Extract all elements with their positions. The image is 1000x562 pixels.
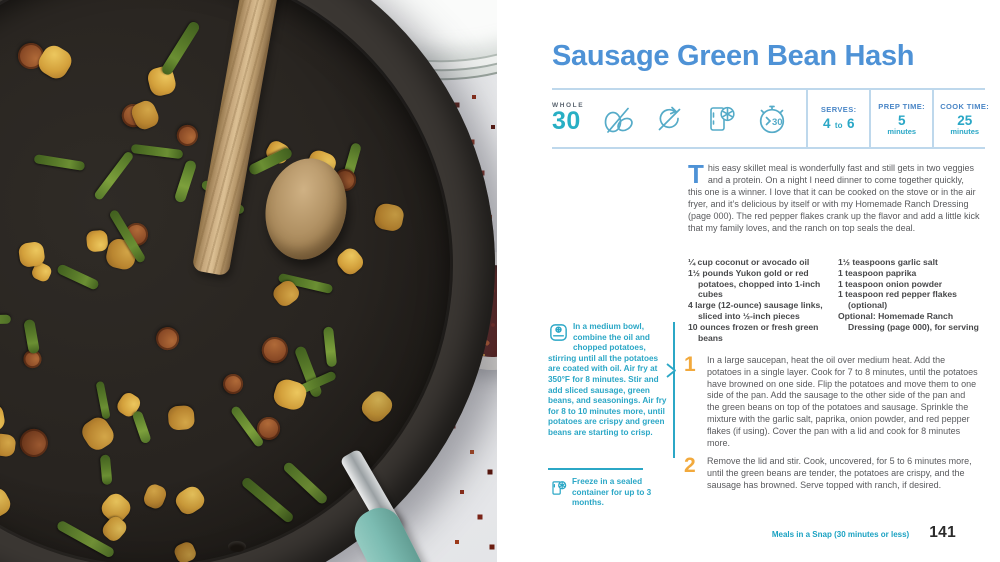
sausage-slice bbox=[257, 332, 292, 367]
chapter-label: Meals in a Snap (30 minutes or less) bbox=[771, 530, 910, 539]
ingredient-column-2 bbox=[838, 257, 984, 343]
green-bean bbox=[240, 476, 295, 524]
drop-cap: T bbox=[688, 159, 704, 189]
no-reheat-icon bbox=[651, 100, 687, 138]
green-bean bbox=[323, 326, 337, 367]
tip-pointer-line bbox=[673, 322, 675, 458]
potato-cube bbox=[172, 540, 198, 562]
potato-cube bbox=[271, 376, 309, 412]
ingredient: 4 large (12-ounce) sausage links, sliced into ½-inch pieces bbox=[688, 300, 823, 321]
potato-cube bbox=[172, 483, 208, 518]
step-text: In a large saucepan, heat the oil over medium heat. Add the potatoes in a single layer. Cook for 7 to 8 minutes, until the potatoes have browned on one side. Flip the potatoes and move them to one side of the pan. Add the sausage to the other side of the pan and the green beans on top of the potatoes and sausage. Sprinkle the mixture with the garlic salt, paprika, onion powder, and red pepper flakes (if using). Cover the pan with a lid and cook for 8 minutes more. bbox=[707, 355, 978, 448]
green-bean bbox=[131, 410, 152, 445]
step-2 bbox=[684, 456, 980, 491]
air-fryer-icon bbox=[548, 322, 569, 347]
page-footer bbox=[772, 524, 956, 542]
green-bean bbox=[0, 315, 10, 325]
ingredient: ¼ cup coconut or avocado oil bbox=[688, 257, 810, 267]
green-bean bbox=[23, 318, 39, 353]
ingredient: Optional: Homemade Ranch Dressing (page 000), for serving bbox=[838, 310, 979, 332]
green-bean bbox=[130, 144, 183, 159]
step-number: 2 bbox=[684, 454, 696, 477]
freezer-friendly-icon bbox=[702, 100, 738, 138]
potato-cube bbox=[372, 202, 405, 233]
green-bean bbox=[174, 160, 198, 204]
ingredient-list bbox=[688, 257, 984, 343]
ingredient-column-1 bbox=[688, 257, 830, 343]
potato-cube bbox=[100, 514, 130, 544]
ingredient: 1 teaspoon paprika bbox=[838, 267, 917, 278]
green-bean bbox=[92, 150, 134, 201]
green-bean bbox=[55, 263, 99, 290]
tip-pointer-arrow bbox=[665, 362, 678, 379]
potato-cube bbox=[78, 414, 118, 454]
green-bean bbox=[160, 20, 201, 76]
green-bean bbox=[33, 154, 85, 170]
potato-cube bbox=[357, 387, 396, 426]
sausage-slice bbox=[221, 372, 245, 396]
potato-cube bbox=[18, 241, 46, 268]
step-number: 1 bbox=[684, 353, 696, 376]
potato-cube bbox=[0, 485, 14, 523]
potato-cube bbox=[333, 245, 367, 279]
page-title: Sausage Green Bean Hash bbox=[552, 40, 915, 72]
ingredient: 1½ teaspoons garlic salt bbox=[838, 257, 938, 267]
pan-rim-hole bbox=[228, 541, 246, 552]
potato-cube bbox=[0, 433, 16, 458]
air-fryer-tip: In a medium bowl, combine the oil and chopped potatoes, stirring until all the potatoes are coated with oil. Air fry at 350°F for 8 minutes. Stir and add sliced sausage, green beans, and seasonings. Air fry for 8 to 10 minutes more, until potatoes are crispy and green beans are starting to crisp. bbox=[548, 322, 667, 437]
stat-prep-time: PREP TIME: 5 minutes bbox=[869, 90, 932, 147]
potato-cube bbox=[167, 405, 195, 431]
freezer-tip: Freeze in a sealed container for up to 3 months. bbox=[548, 477, 680, 509]
ingredient: 1 teaspoon red pepper flakes (optional) bbox=[838, 289, 957, 311]
green-bean bbox=[282, 461, 329, 505]
stat-cook-time: COOK TIME: 25 minutes bbox=[932, 90, 995, 147]
recipe-page bbox=[497, 0, 1000, 562]
step-1 bbox=[684, 355, 980, 449]
ingredient: 10 ounces frozen or fresh green beans bbox=[688, 321, 819, 343]
timer-30-icon bbox=[753, 100, 791, 138]
recipe-photo bbox=[0, 0, 497, 562]
sausage-slice bbox=[152, 323, 183, 354]
ingredient: 1 teaspoon onion powder bbox=[838, 278, 943, 289]
whole30-badge: WHOLE 30 bbox=[552, 101, 585, 136]
sausage-slice bbox=[173, 121, 201, 149]
egg-nut-free-icon bbox=[600, 100, 636, 138]
tip-divider bbox=[548, 468, 643, 470]
step-text: Remove the lid and stir. Cook, uncovered, for 5 to 6 minutes more, until the green beans are tender, the potatoes are crispy, and the sausage has browned. Serve topped with ranch, if desired. bbox=[707, 456, 972, 490]
stats-band bbox=[806, 90, 995, 147]
intro-paragraph: This easy skillet meal is wonderfully fast and still gets in two veggies and a protein. On a night I need dinner to come together quickly, this one is a winner. I love that it can be cooked on the stove or in the air fryer, and it’s delicious by itself or with my Homemade Ranch Dressing (page 000). The red pepper flakes crank up the flavor and add a little kick that my family loves, and the ranch on top seals the deal. bbox=[688, 159, 980, 233]
badge-row bbox=[552, 88, 990, 149]
freezer-icon bbox=[548, 477, 568, 503]
potato-cube bbox=[86, 230, 108, 252]
potato-cube bbox=[141, 482, 169, 511]
svg-text:30: 30 bbox=[772, 116, 783, 128]
sausage-slice bbox=[14, 423, 53, 462]
green-bean bbox=[100, 455, 113, 486]
page-number: 141 bbox=[929, 524, 956, 541]
green-bean bbox=[96, 381, 111, 420]
stat-serves: SERVES: 4 to 6 bbox=[806, 90, 869, 147]
potato-cube bbox=[0, 402, 6, 433]
ingredient: 1½ pounds Yukon gold or red potatoes, chopped into 1-inch cubes bbox=[688, 267, 821, 300]
